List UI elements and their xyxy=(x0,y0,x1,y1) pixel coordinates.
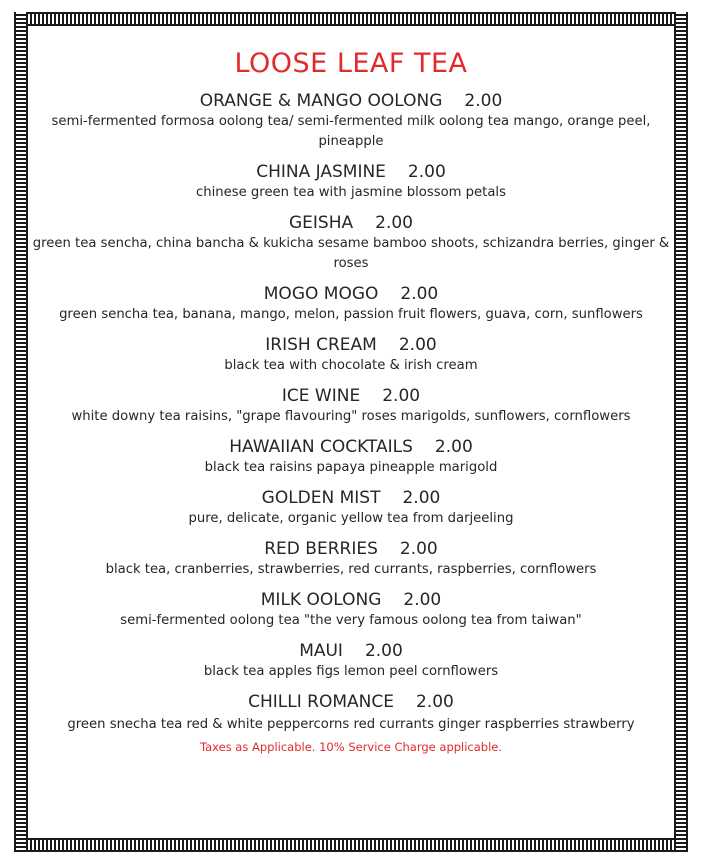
menu-item xyxy=(30,640,672,682)
item-price: 2.00 xyxy=(402,488,441,508)
item-description: black tea raisins papaya pineapple marigold xyxy=(204,460,498,475)
item-price: 2.00 xyxy=(399,539,438,559)
border-bottom xyxy=(14,838,688,852)
menu-item xyxy=(30,161,672,203)
item-description: green sencha tea, banana, mango, melon, passion fruit flowers, guava, corn, sunflowers xyxy=(59,307,643,322)
menu-item xyxy=(30,385,672,427)
menu-item xyxy=(30,90,672,152)
item-name: IRISH CREAM xyxy=(265,335,377,355)
item-name: MILK OOLONG xyxy=(260,590,382,610)
item-price: 2.00 xyxy=(398,335,437,355)
item-price: 2.00 xyxy=(375,213,413,233)
item-name: CHINA JASMINE xyxy=(256,162,386,182)
item-description: pure, delicate, organic yellow tea from darjeeling xyxy=(188,511,514,526)
item-name: CHILLI ROMANCE xyxy=(248,692,394,712)
border-right xyxy=(674,12,688,852)
menu-item xyxy=(30,334,672,376)
item-price: 2.00 xyxy=(416,692,454,712)
menu-item xyxy=(30,538,672,580)
item-price: 2.00 xyxy=(403,590,442,610)
item-name: MOGO MOGO xyxy=(263,284,379,304)
item-price: 2.00 xyxy=(364,641,403,661)
item-price: 2.00 xyxy=(382,386,421,406)
item-price: 2.00 xyxy=(464,91,503,111)
menu-content xyxy=(30,44,672,755)
item-name: ICE WINE xyxy=(281,386,361,406)
item-price: 2.00 xyxy=(407,162,446,182)
item-description: black tea apples figs lemon peel cornflowers xyxy=(203,664,499,679)
item-description: green snecha tea red & white peppercorns red currants ginger raspberries strawberry xyxy=(67,717,635,732)
item-name: RED BERRIES xyxy=(264,539,378,559)
item-price: 2.00 xyxy=(400,284,439,304)
menu-title: LOOSE LEAF TEA xyxy=(234,48,468,79)
item-description: white downy tea raisins, "grape flavouring" roses marigolds, sunflowers, cornflowers xyxy=(71,409,631,424)
menu-item xyxy=(30,589,672,631)
item-name: HAWAIIAN COCKTAILS xyxy=(229,437,413,457)
item-description: semi-fermented formosa oolong tea/ semi-fermented milk oolong tea mango, orange peel, pineapple xyxy=(51,114,651,149)
border-left xyxy=(14,12,28,852)
menu-item xyxy=(30,436,672,478)
border-top xyxy=(14,12,688,26)
item-description: black tea, cranberries, strawberries, red currants, raspberries, cornflowers xyxy=(105,562,597,577)
menu-item xyxy=(30,691,672,737)
item-name: MAUI xyxy=(299,641,343,661)
item-name: GEISHA xyxy=(289,213,354,233)
item-description: green tea sencha, china bancha & kukicha sesame bamboo shoots, schizandra berries, ginger & roses xyxy=(32,236,670,271)
tax-note: Taxes as Applicable. 10% Service Charge applicable. xyxy=(199,740,503,754)
item-description: chinese green tea with jasmine blossom petals xyxy=(196,185,506,200)
item-price: 2.00 xyxy=(434,437,473,457)
menu-item xyxy=(30,487,672,529)
item-description: semi-fermented oolong tea "the very famous oolong tea from taiwan" xyxy=(120,613,582,628)
item-name: ORANGE & MANGO OOLONG xyxy=(199,91,443,111)
menu-item xyxy=(30,283,672,325)
item-description: black tea with chocolate & irish cream xyxy=(224,358,478,373)
menu-item xyxy=(30,212,672,274)
item-name: GOLDEN MIST xyxy=(261,488,381,508)
